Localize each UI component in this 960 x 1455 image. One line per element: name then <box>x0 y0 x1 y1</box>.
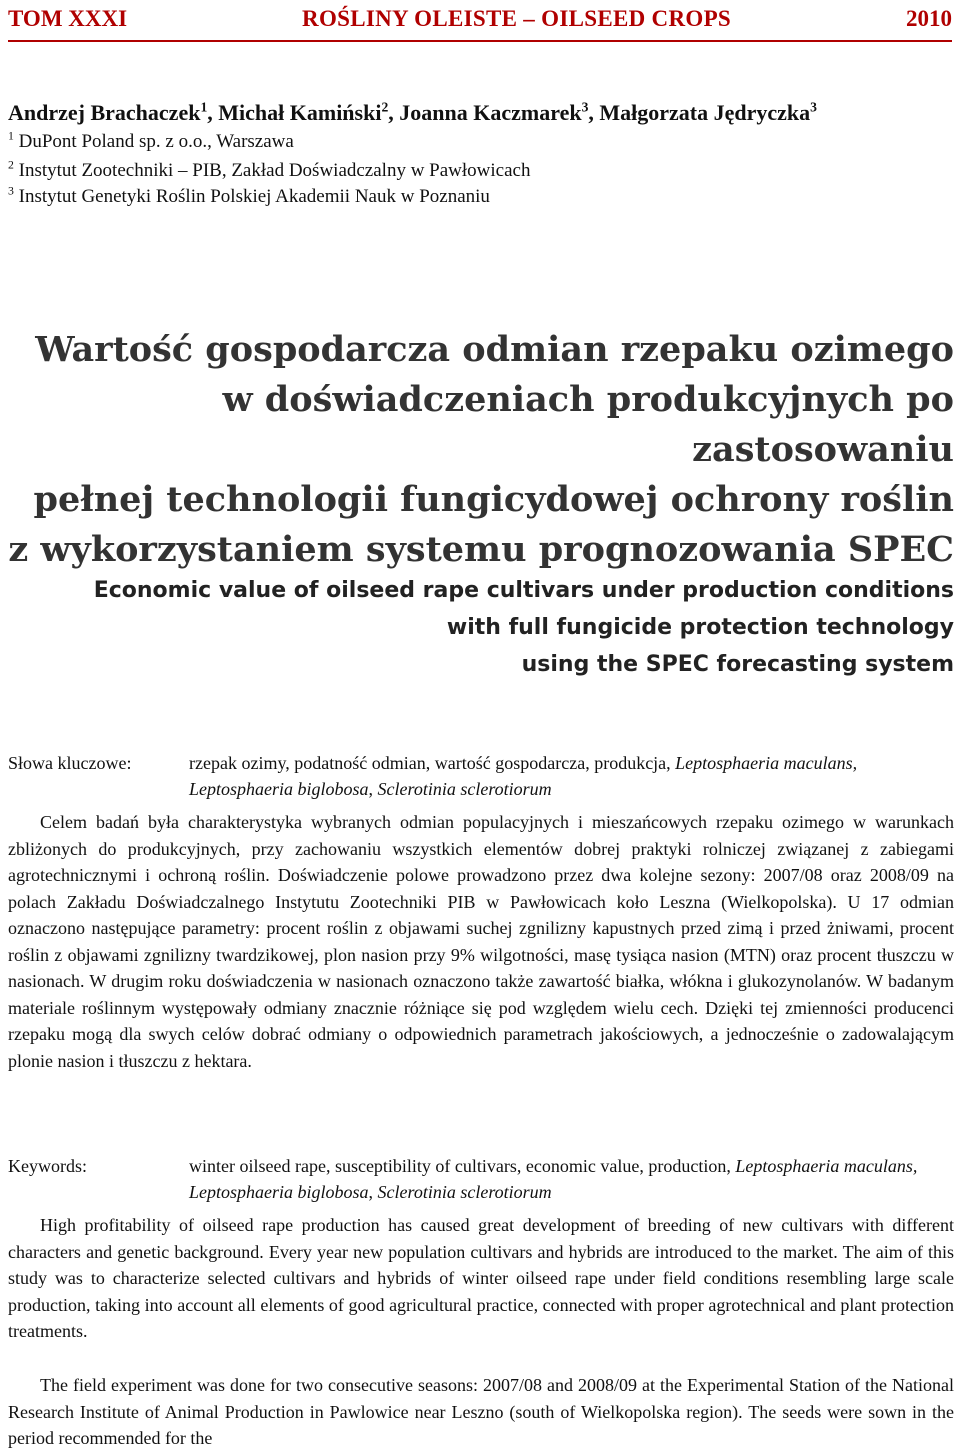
title-line: w doświadczeniach produkcyjnych po zastosowaniu <box>222 379 954 470</box>
author-affiliation-mark: 3 <box>810 99 817 115</box>
title-line: Economic value of oilseed rape cultivars under production conditions <box>93 578 954 603</box>
author-affiliation-mark: 1 <box>200 99 208 115</box>
author-affiliation-mark: 2 <box>381 99 389 115</box>
keywords-polish <box>8 750 954 802</box>
keywords-label: Słowa kluczowe: <box>8 753 132 773</box>
keywords-plain: rzepak ozimy, podatność odmian, wartość gospodarcza, produkcja, <box>189 753 671 773</box>
author-separator: , <box>388 100 400 125</box>
author-name: Małgorzata Jędryczka <box>599 100 811 125</box>
volume-label: TOM XXXI <box>8 6 128 31</box>
journal-name: ROŚLINY OLEISTE – OILSEED CROPS <box>302 6 732 31</box>
body-paragraph-1: High profitability of oilseed rape production has caused great development of breeding of new cultivars with different characters and genetic background. Every year new population cultivars and hybrids are introduced to the market. The aim of this study was to characterize selected cultivars and hybrids of winter oilseed rape under field conditions resembling large scale production, taking into account all elements of good agricultural practice, connected with proper agrotechnical and plant protection treatments. <box>8 1215 954 1341</box>
header-rule <box>8 40 952 42</box>
abstract-polish: Celem badań była charakterystyka wybranych odmian populacyjnych i mieszańcowych rzepaku ozimego w warunkach zbliżonych do produkcyjnych, przy zachowaniu wszystkich elementów dobrej praktyki rolniczej związanej z zabiegami agrotechnicznymi i ochroną roślin. Doświadczenie polowe prowadzono przez dwa kolejne sezony: 2007/08 oraz 2008/09 na polach Zakładu Doświadczalnego Instytutu Zootechniki PIB w Pawłowicach koło Leszna (Wielkopolska). U 17 odmian oznaczono następujące parametry: procent roślin z objawami suchej zgnilizny kapustnych przed zimą i przed żniwami, procent roślin z objawami zgnilizny twardzikowej, plon nasion przy 9% wilgotności, masę tysiąca nasion (MTN) oraz procent tłuszczu w nasionach. W drugim roku doświadczenia w nasionach oznaczono także zawartość białka, włókna i glukozynolanów. W badanym materiale roślinnym występowały odmiany znacznie różniące się pod względem wielu cech. Dzięki tej zmienności producenci rzepaku mogą dla swych celów dobrać odmiany o odpowiednich parametrach jakościowych, a jednocześnie o zadowalającym plonie nasion i tłuszczu z hektara. <box>8 812 954 1071</box>
keywords-latin: Sclerotinia sclerotiorum <box>377 1182 552 1202</box>
affiliation-text: Instytut Genetyki Roślin Polskiej Akademii Nauk w Poznaniu <box>18 186 490 207</box>
author-name: Joanna Kaczmarek <box>399 100 582 125</box>
title-english <box>0 572 954 683</box>
keywords-text <box>189 1153 954 1205</box>
keywords-latin: Leptosphaeria maculans, Leptosphaeria biglobosa <box>189 753 858 799</box>
affiliation-1 <box>8 131 294 153</box>
affiliation-text: DuPont Poland sp. z o.o., Warszawa <box>18 131 294 152</box>
keywords-latin: Leptosphaeria maculans, Leptosphaeria biglobosa <box>189 1156 918 1202</box>
author-separator: , <box>207 100 219 125</box>
title-line: with full fungicide protection technology <box>446 615 954 640</box>
body-paragraph-2: The field experiment was done for two consecutive seasons: 2007/08 and 2008/09 at the Experimental Station of the National Research Institute of Animal Production in Pawlowice near Leszno (south of Wielkopolska region). The seeds were sown in the period recommended for the <box>8 1375 954 1448</box>
title-line: z wykorzystaniem systemu prognozowania SPEC <box>8 529 954 570</box>
title-line: pełnej technologii fungicydowej ochrony roślin <box>33 479 954 520</box>
title-polish <box>0 325 954 575</box>
affiliation-2 <box>8 160 530 182</box>
author-affiliation-mark: 3 <box>581 99 589 115</box>
keywords-separator: , <box>368 1182 374 1202</box>
keywords-separator: , <box>368 779 374 799</box>
affiliation-mark: 3 <box>8 184 14 198</box>
author-name: Michał Kamiński <box>218 100 382 125</box>
affiliation-mark: 1 <box>8 129 14 143</box>
author-list <box>8 100 817 126</box>
running-header <box>8 2 952 36</box>
affiliation-text: Instytut Zootechniki – PIB, Zakład Doświadczalny w Pawłowicach <box>18 160 531 181</box>
affiliation-3 <box>8 186 490 208</box>
affiliation-mark: 2 <box>8 158 14 172</box>
title-line: Wartość gospodarcza odmian rzepaku ozimego <box>35 329 954 370</box>
keywords-latin: Sclerotinia sclerotiorum <box>377 779 552 799</box>
keywords-english <box>8 1153 954 1205</box>
year-label: 2010 <box>906 6 952 31</box>
keywords-plain: winter oilseed rape, susceptibility of cultivars, economic value, production, <box>189 1156 731 1176</box>
author-name: Andrzej Brachaczek <box>8 100 201 125</box>
keywords-label: Keywords: <box>8 1156 87 1176</box>
author-separator: , <box>588 100 600 125</box>
keywords-text <box>189 750 954 802</box>
title-line: using the SPEC forecasting system <box>521 652 954 677</box>
